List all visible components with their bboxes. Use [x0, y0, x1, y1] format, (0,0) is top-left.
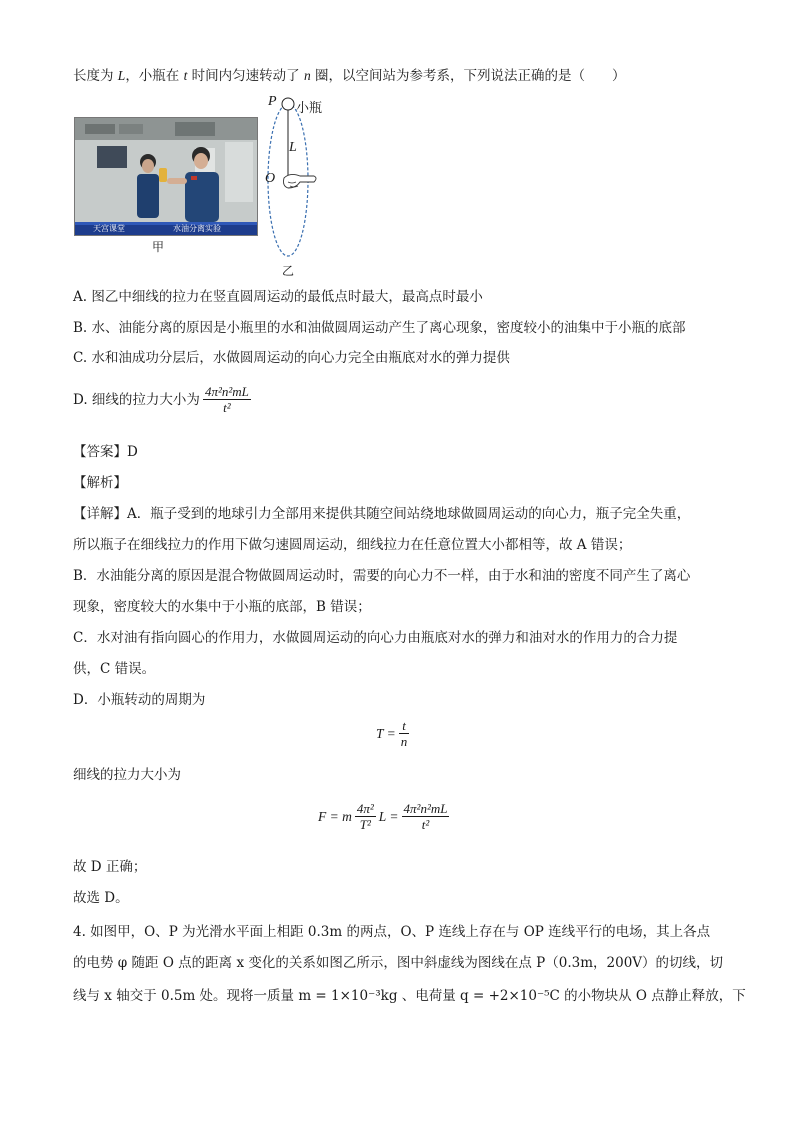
- detail-c-line2: 供，C 错误。: [73, 661, 156, 677]
- option-d-fraction: $\frac{\text{4π²n²mL}}{\text{t²}}$: [204, 384, 249, 415]
- option-d: D. 细线的拉力大小为 $\frac{\text{4π²n²mL}}{\text{t²}}$: [73, 384, 249, 415]
- detail-b-line2: 现象，密度较大的水集中于小瓶的底部，B 错误；: [73, 599, 371, 615]
- detail-d-line2: 细线的拉力大小为: [73, 767, 181, 783]
- detail-d-line1: D．小瓶转动的周期为: [73, 692, 206, 708]
- label-bottle: 小瓶: [296, 101, 323, 116]
- detail-a-line1: 【详解】A．瓶子受到的地球引力全部用来提供其随空间站绕地球做圆周运动的向心力，瓶子完全失重，: [73, 506, 691, 522]
- q4-line2: 的电势 φ 随距 O 点的距离 x 变化的关系如图乙所示，图中斜虚线为图线在点 P（0.3m，200V）的切线，切: [73, 955, 724, 971]
- detail-b-line1: B．水油能分离的原因是混合物做圆周运动时，需要的向心力不一样，由于水和油的密度不同产生了离心: [73, 568, 691, 584]
- answer-tag: 【答案】: [73, 444, 127, 460]
- figure-jia-caption: 甲: [152, 240, 165, 254]
- label-P: P: [268, 94, 277, 109]
- q4-line3: 线与 x 轴交于 0.5m 处。现将一质量 m = 1×10⁻³kg 、电荷量 q = +2×10⁻⁵C 的小物块从 O 点静止释放，下: [73, 988, 746, 1004]
- equation-tension: F = m $\frac{\text{4π²}}{\text{T²}}$ L = $\frac{\text{4π²n²mL}}{\text{t²}}$: [318, 801, 448, 832]
- option-b: B. 水、油能分离的原因是小瓶里的水和油做圆周运动产生了离心现象，密度较小的油集中于小瓶的底部: [73, 320, 686, 336]
- banner-right: 水油分离实验: [173, 224, 221, 233]
- conclusion: 故选 D。: [73, 890, 129, 906]
- analysis-tag: 【解析】: [73, 475, 127, 491]
- detail-a-line2: 所以瓶子在细线拉力的作用下做匀速圆周运动，细线拉力在任意位置大小都相等，故 A 错误；: [73, 537, 632, 553]
- option-a: A. 图乙中细线的拉力在竖直圆周运动的最低点时最大，最高点时最小: [73, 289, 483, 305]
- label-L: L: [289, 140, 297, 155]
- q4-line1: 4. 如图甲，O、P 为光滑水平面上相距 0.3m 的两点，O、P 连线上存在与 OP 连线平行的电场，其上各点: [73, 924, 711, 940]
- detail-d-line3: 故 D 正确；: [73, 859, 147, 875]
- label-O: O: [265, 171, 276, 186]
- figure-jia-photo: [74, 117, 258, 236]
- option-c: C. 水和油成功分层后，水做圆周运动的向心力完全由瓶底对水的弹力提供: [73, 350, 510, 366]
- answer-line: [73, 442, 138, 462]
- equation-period: T = $\frac{t}{n}$: [376, 718, 408, 749]
- question-stem: 长度为 L，小瓶在 t 时间内匀速转动了 n 圈，以空间站为参考系，下列说法正确的是（ ）: [73, 68, 626, 84]
- detail-c-line1: C．水对油有指向圆心的作用力，水做圆周运动的向心力由瓶底对水的弹力和油对水的作用力的合力提: [73, 630, 678, 646]
- figure-yi-caption: 乙: [282, 264, 295, 278]
- answer-value: D: [127, 444, 138, 460]
- banner-left: 天宫课堂: [93, 224, 125, 233]
